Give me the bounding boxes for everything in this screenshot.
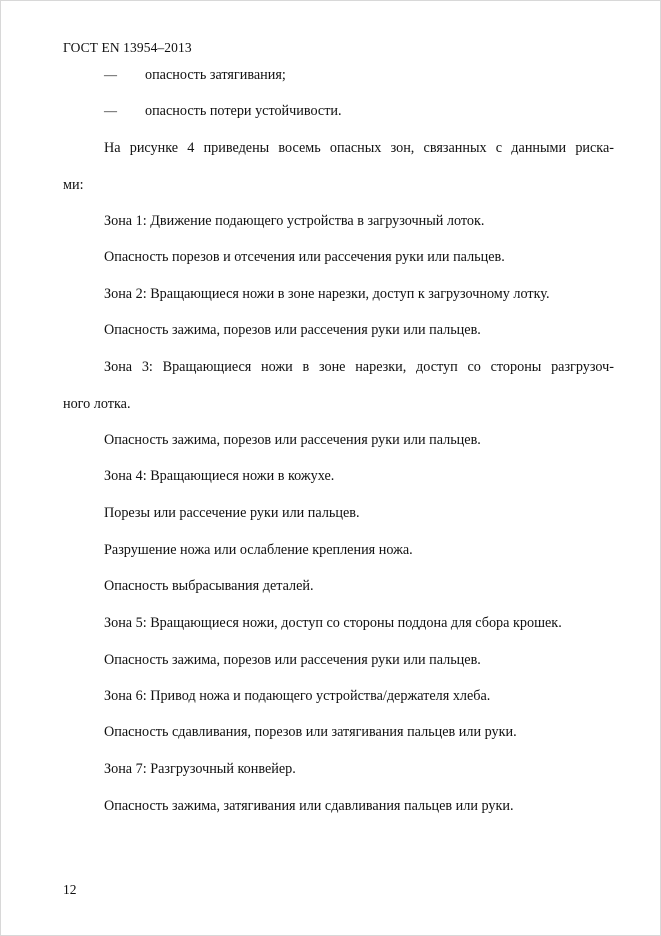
zone-6-hazard: Опасность сдавливания, порезов или затягивания пальцев или руки. xyxy=(104,724,517,740)
zone-3-title-line-2: ного лотка. xyxy=(63,396,131,412)
zone-5-hazard: Опасность зажима, порезов или рассечения руки или пальцев. xyxy=(104,652,481,668)
zone-1-title: Зона 1: Движение подающего устройства в загрузочный лоток. xyxy=(104,213,485,229)
zone-1-hazard: Опасность порезов и отсечения или рассечения руки или пальцев. xyxy=(104,249,505,265)
intro-line-1: На рисунке 4 приведены восемь опасных зон, связанных с данными риска- xyxy=(104,140,614,156)
zone-5-title: Зона 5: Вращающиеся ножи, доступ со стороны поддона для сбора крошек. xyxy=(104,615,562,631)
zone-2-title: Зона 2: Вращающиеся ножи в зоне нарезки, доступ к загрузочному лотку. xyxy=(104,286,550,302)
document-header: ГОСТ EN 13954–2013 xyxy=(63,40,192,55)
bullet-dash: — xyxy=(104,103,117,118)
zone-4-title: Зона 4: Вращающиеся ножи в кожухе. xyxy=(104,468,335,484)
page-number: 12 xyxy=(63,882,77,897)
bullet-text: опасность потери устойчивости. xyxy=(145,103,342,119)
zone-3-hazard: Опасность зажима, порезов или рассечения руки или пальцев. xyxy=(104,432,481,448)
zone-4-hazard-2: Разрушение ножа или ослабление крепления ножа. xyxy=(104,542,413,558)
zone-4-hazard-1: Порезы или рассечение руки или пальцев. xyxy=(104,505,360,521)
zone-6-title: Зона 6: Привод ножа и подающего устройства/держателя хлеба. xyxy=(104,688,491,704)
bullet-text: опасность затягивания; xyxy=(145,67,286,83)
intro-line-2: ми: xyxy=(63,177,84,193)
zone-7-title: Зона 7: Разгрузочный конвейер. xyxy=(104,761,296,777)
zone-3-title-line-1: Зона 3: Вращающиеся ножи в зоне нарезки, доступ со стороны разгрузоч- xyxy=(104,359,614,375)
zone-4-hazard-3: Опасность выбрасывания деталей. xyxy=(104,578,314,594)
zone-2-hazard: Опасность зажима, порезов или рассечения руки или пальцев. xyxy=(104,322,481,338)
zone-7-hazard: Опасность зажима, затягивания или сдавливания пальцев или руки. xyxy=(104,798,514,814)
bullet-dash: — xyxy=(104,67,117,82)
